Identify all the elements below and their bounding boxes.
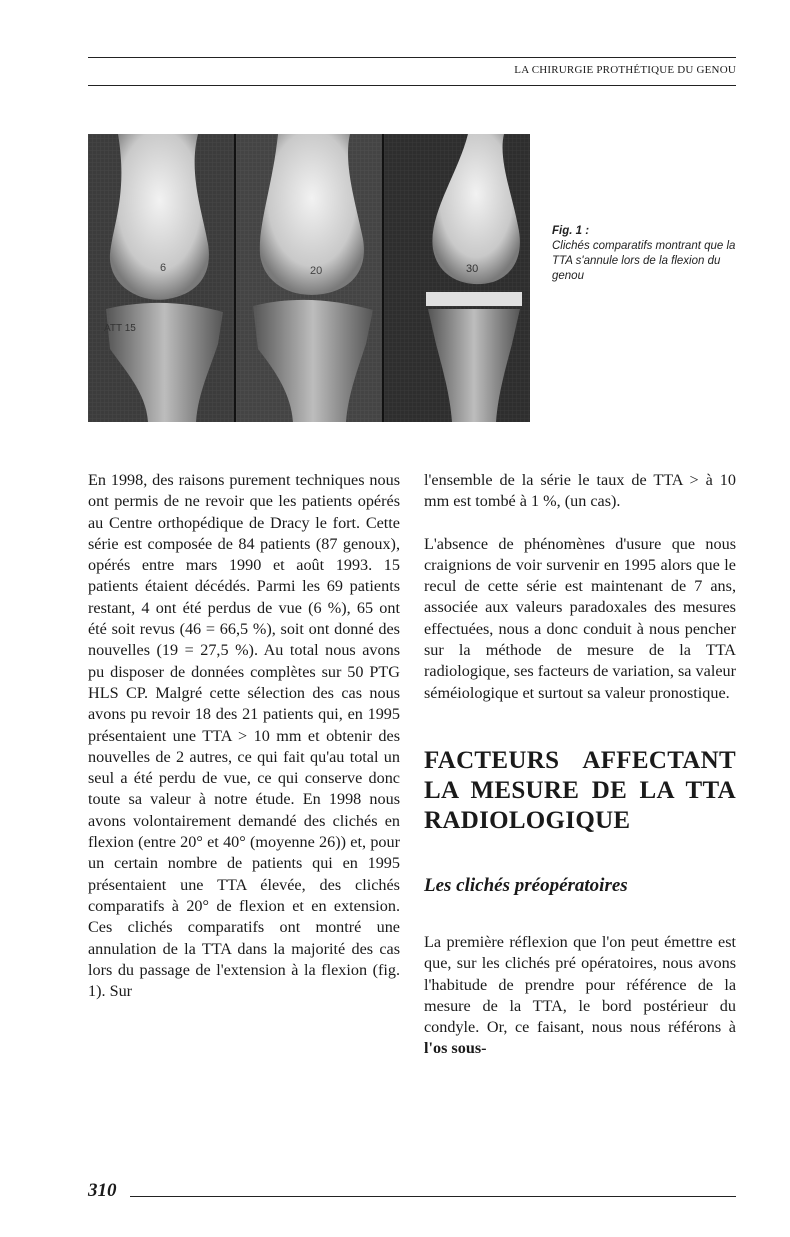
figure-caption-label: Fig. 1 : <box>552 225 590 237</box>
figure-label-30: 30 <box>466 263 479 275</box>
left-column <box>88 470 400 1023</box>
right-paragraph-3 <box>424 932 736 1060</box>
section-heading: FACTEURS AFFECTANT LA MESURE DE LA TTA RADIOLOGIQUE <box>424 746 736 834</box>
left-paragraph-1: En 1998, des raisons purement techniques nous ont permis de ne revoir que les patients opérés au Centre orthopédique de Dracy le fort. Cette série est composée de 84 patients (87 genoux), opérés entre mars 1990 et août 1993. 15 patients étaient décédés. Parmi les 69 patients restant, 4 ont été perdus de vue (6 %), 65 ont été soit revus (46 = 66,5 %), soit ont donné des nouvelles (19 = 27,5 %). Au total nous avons pu disposer de données complètes sur 50 PTG HLS CP. Malgré cette sélection des cas nous avons pu revoir 18 des 21 patients qui, en 1995 présentaient une TTA > 10 mm et obtenir des nouvelles de 2 autres, ce qui fait qu'au total un seul a été perdu de vue, ce qui conserve donc toute sa valeur à notre étude. En 1998 nous avons volontairement demandé des clichés en flexion (entre 20° et 40° (moyenne 26)) et, pour un certain nombre de patients qui en 1995 présentaient une TTA élevée, des clichés comparatifs à 20° de flexion et en extension. Ces clichés comparatifs ont montré une annulation de la TTA dans la majorité des cas lors du passage de l'extension à la flexion (fig. 1). Sur <box>88 471 400 1001</box>
figure-label-20: 20 <box>310 265 323 277</box>
figure-caption-text: Clichés comparatifs montrant que la TTA s'annule lors de la flexion du genou <box>552 240 736 282</box>
figure-label-att: ATT 15 <box>104 323 136 334</box>
radiograph-panel-flexion-30 <box>384 134 530 422</box>
section-subheading: Les clichés préopératoires <box>424 874 628 896</box>
footer-rule <box>130 1196 736 1197</box>
right-paragraph-3-text: La première réflexion que l'on peut émettre est que, sur les clichés pré opératoires, nous avons l'habitude de prendre pour référence de la mesure de la TTA, le bord postérieur du condyle. Or, ce faisant, nous nous référons à <box>424 932 736 1037</box>
running-header: LA CHIRURGIE PROTHÉTIQUE DU GENOU <box>514 64 736 76</box>
figure-radiographs <box>88 134 530 422</box>
header-rule <box>88 85 736 86</box>
radiograph-image <box>88 134 530 422</box>
figure-label-6: 6 <box>160 262 167 274</box>
right-paragraph-1: l'ensemble de la série le taux de TTA > à 10 mm est tombé à 1 %, (un cas). <box>424 471 736 511</box>
top-rule <box>88 57 736 58</box>
right-paragraph-3-bold: l'os sous- <box>424 1039 487 1058</box>
page-number: 310 <box>88 1180 117 1201</box>
radiograph-panel-flexion-20 <box>236 134 382 422</box>
right-paragraph-2: L'absence de phénomènes d'usure que nous craignions de voir survenir en 1995 alors que le recul de cette série est maintenant de 7 ans, associée aux valeurs paradoxales des mesures effectuées, nous a donc conduit à nous pencher sur la méthode de mesure de la TTA radiologique, ses facteurs de variation, sa valeur séméiologique et surtout sa valeur pronostique. <box>424 534 736 702</box>
radiograph-panel-extension-1 <box>88 134 234 422</box>
figure-caption <box>552 224 742 284</box>
right-column <box>424 470 736 1081</box>
